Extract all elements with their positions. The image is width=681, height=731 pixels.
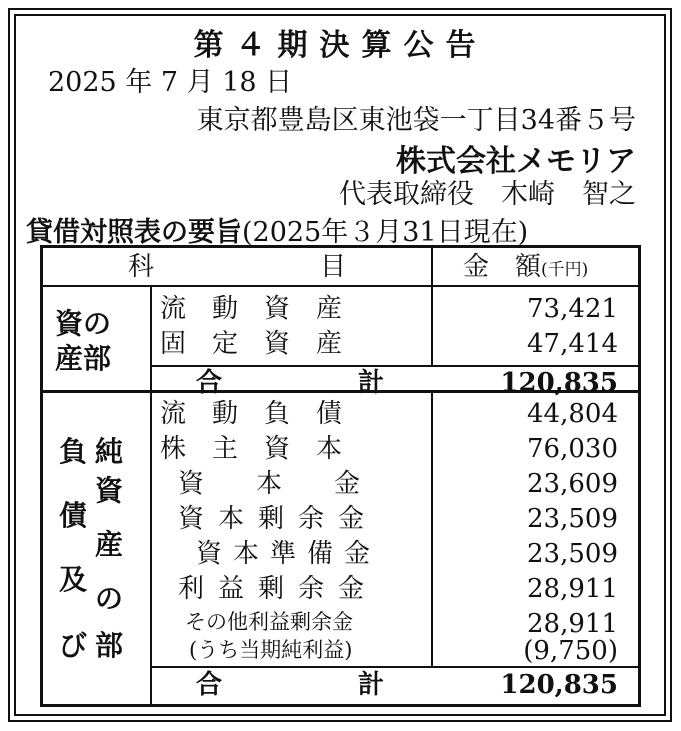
liab-row-value: 23,509 (527, 539, 618, 569)
value-col-divider-assets (431, 285, 433, 367)
liab-row-label: 資本剰余金 (178, 504, 379, 534)
liab-total-value: 120,835 (500, 670, 618, 700)
asset-value: 73,421 (527, 294, 618, 324)
asset-label: 流 動 資 産 (160, 294, 343, 324)
assets-total-label-a: 合 (196, 368, 223, 398)
notice-title: 第４期決算公告 (193, 28, 488, 63)
assets-total-top (150, 365, 638, 367)
liab-row-label: その他利益剰余金 (185, 610, 353, 634)
liab-row-label: 利益剰余金 (178, 574, 379, 604)
assets-total-label-b: 計 (358, 368, 385, 398)
liab-row-value: 28,911 (527, 574, 618, 604)
label-col-divider (150, 285, 152, 704)
balance-sheet-table (40, 245, 641, 707)
liab-label-2: 債 (59, 499, 88, 532)
header-amount (463, 254, 588, 280)
liab-row-value: 44,804 (527, 399, 618, 429)
company-address: 東京都豊島区東池袋一丁目34番５号 (196, 105, 636, 136)
assets-section-label-2: 産部 (55, 342, 112, 375)
liab-label-1: 負 (59, 435, 88, 468)
company-name: 株式会社メモリア (396, 144, 636, 179)
net-assets-label-5: 部 (95, 629, 124, 662)
header-unit: (千円) (541, 260, 589, 280)
balance-sheet-title (26, 210, 528, 249)
liab-total-label-a: 合 (196, 670, 223, 700)
liab-row-value: 23,609 (527, 469, 618, 499)
asset-label: 固 定 資 産 (160, 329, 343, 359)
net-assets-label-3: 産 (95, 528, 124, 561)
net-assets-label-4: の (95, 582, 124, 615)
header-divider (43, 285, 638, 287)
liab-label-4: び (59, 629, 88, 662)
liab-row-value: (9,750) (523, 636, 618, 666)
liab-row-label: 資本準備金 (196, 539, 382, 569)
liab-total-top (150, 666, 638, 668)
net-assets-label-1: 純 (95, 435, 124, 468)
liab-label-3: 及 (59, 563, 88, 596)
balance-sheet-title-main: 貸借対照表の要旨 (26, 217, 242, 248)
liab-row-label: 資 本 金 (178, 469, 361, 499)
assets-total-value: 120,835 (500, 368, 618, 398)
header-subject-a: 科 (128, 252, 155, 282)
assets-section-label-1: 資の (55, 307, 112, 340)
header-col-divider (431, 248, 433, 285)
representative: 代表取締役 木崎 智之 (339, 179, 636, 210)
asset-value: 47,414 (527, 329, 618, 359)
liab-row-label: 株 主 資 本 (160, 434, 343, 464)
net-assets-label-2: 資 (95, 474, 124, 507)
value-col-divider-liab (431, 390, 433, 667)
header-amount-label: 金 額 (463, 252, 542, 282)
liab-row-value: 23,509 (527, 504, 618, 534)
liab-total-label-b: 計 (358, 670, 385, 700)
header-subject-b: 目 (320, 252, 347, 282)
liab-row-label: 流 動 負 債 (160, 399, 343, 429)
liab-row-value: 28,911 (527, 609, 618, 639)
liab-row-label: (うち当期純利益) (189, 638, 353, 662)
notice-date: 2025 年 7 月 18 日 (48, 67, 293, 98)
balance-sheet-title-date: (2025年３月31日現在) (242, 217, 529, 248)
liab-row-value: 76,030 (527, 434, 618, 464)
